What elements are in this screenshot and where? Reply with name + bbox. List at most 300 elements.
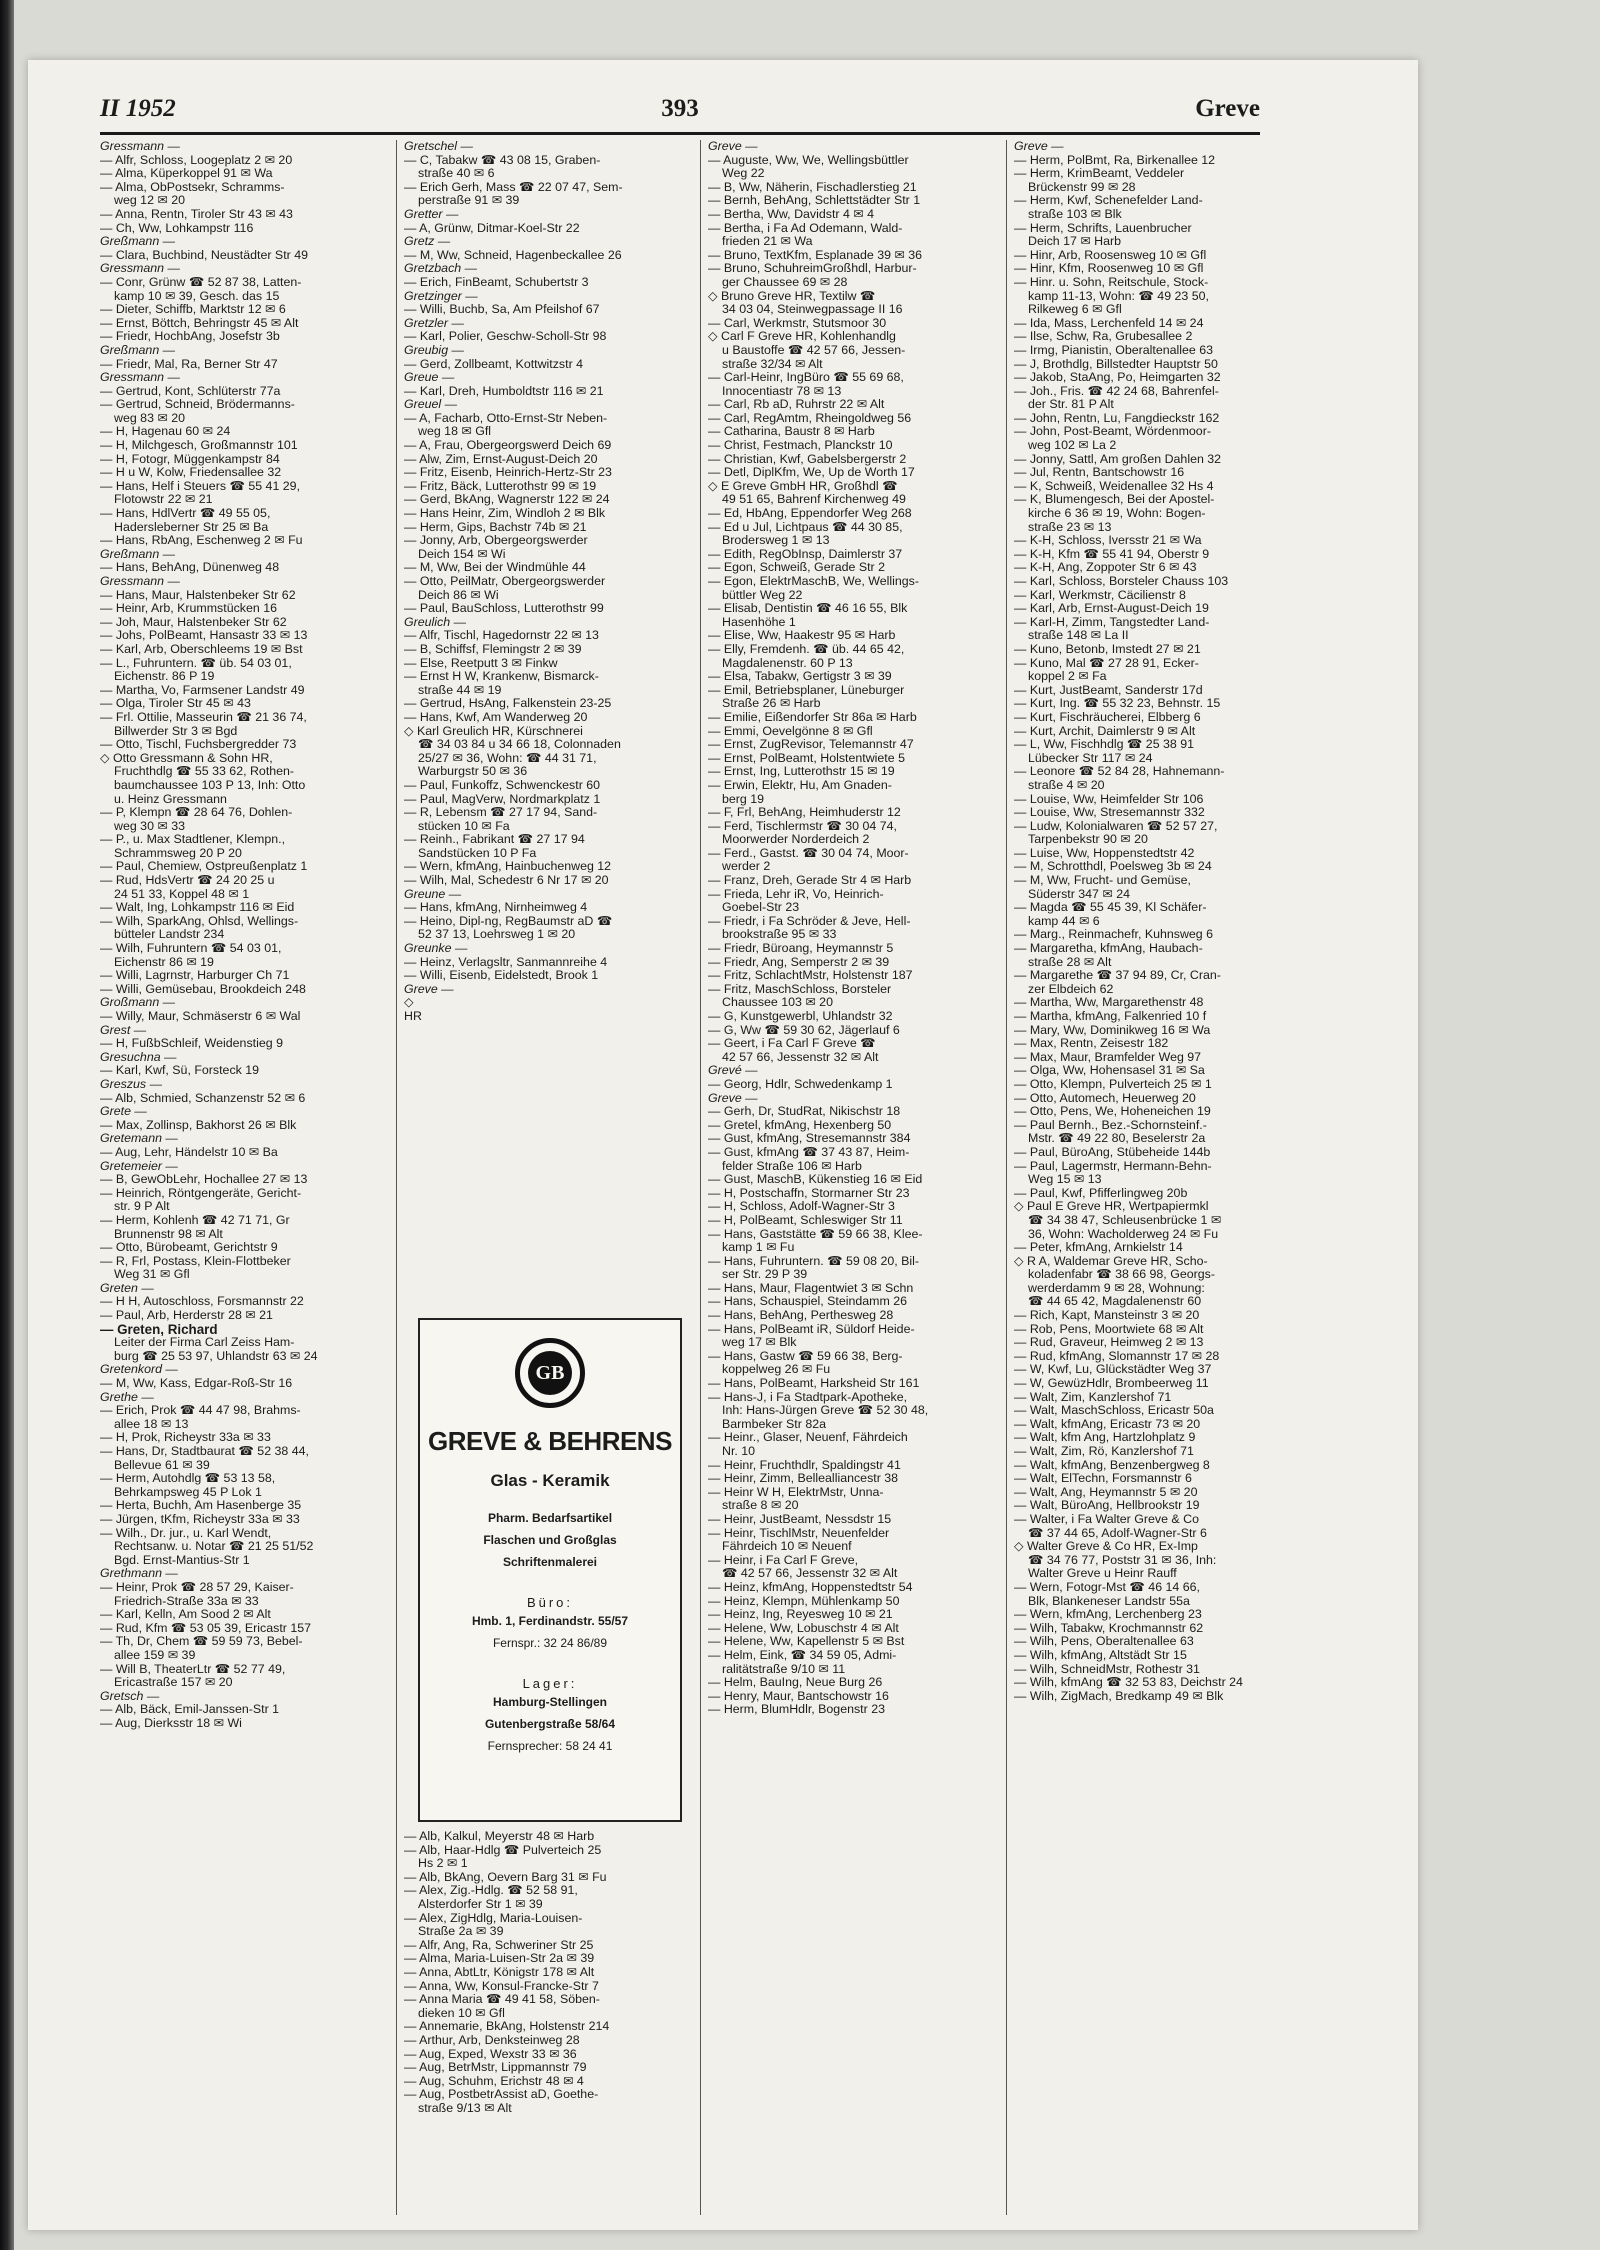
directory-entry: — Paul, Lagermstr, Hermann-Behn- — [1014, 1159, 1212, 1173]
ad-office-address: Hmb. 1, Ferdinandstr. 55/57 — [471, 1614, 629, 1628]
directory-entry: — Ed, HbAng, Eppendorfer Weg 268 — [708, 507, 912, 521]
directory-entry: — Irmg, Pianistin, Oberaltenallee 63 — [1014, 343, 1214, 357]
directory-entry: — Alw, Zim, Ernst-August-Deich 20 — [404, 452, 598, 466]
directory-entry: — C, Tabakw ☎ 43 08 15, Graben- — [404, 153, 601, 167]
directory-entry: — Fritz, MaschSchloss, Borsteler — [708, 982, 892, 996]
directory-entry: — Gertrud, Schneid, Brödermanns- — [100, 398, 295, 412]
directory-entry: — M, Ww, Kass, Edgar-Roß-Str 16 — [100, 1377, 293, 1391]
directory-entry: — Willi, Lagrnstr, Harburger Ch 71 — [100, 969, 290, 983]
directory-entry: — Hans-J, i Fa Stadtpark-Apotheke, — [708, 1390, 908, 1404]
directory-entry: — M, Ww, Schneid, Hagenbeckallee 26 — [404, 248, 622, 262]
directory-entry: — Hans, Fuhruntern. ☎ 59 08 20, Bil- — [708, 1254, 920, 1268]
directory-entry: — Egon, ElektrMaschB, We, Wellings- — [708, 575, 919, 588]
directory-entry: — Wilh, ZigMach, Bredkamp 49 ✉ Blk — [1014, 1689, 1224, 1703]
directory-entry: — Kurt, Fischräucherei, Elbberg 6 — [1014, 710, 1201, 724]
directory-entry: — Ernst, Ing, Lutterothstr 15 ✉ 19 — [708, 765, 895, 779]
surname-heading: Greve — — [708, 140, 758, 153]
directory-entry: — Gertrud, HsAng, Falkenstein 23-25 — [404, 697, 612, 711]
directory-entry: Inh: Hans-Jürgen Greve ☎ 52 30 48, — [722, 1404, 929, 1418]
directory-entry: — Carl-Heinr, IngBüro ☎ 55 69 68, — [708, 371, 904, 385]
directory-entry: — H u W, Kolw, Friedensallee 32 — [100, 466, 282, 480]
surname-heading: Gretschel — — [404, 140, 473, 153]
directory-entry: — Paul, BüroAng, Stübeheide 144b — [1014, 1145, 1211, 1159]
directory-entry: Deich 17 ✉ Harb — [1028, 235, 1122, 249]
directory-entry: koppel 2 ✉ Fa — [1028, 670, 1107, 684]
directory-entry: — Alma, Maria-Luisen-Str 2a ✉ 39 — [404, 1952, 595, 1966]
ad-store-address: Gutenbergstraße 58/64 — [484, 1717, 616, 1731]
directory-entry: — Gretel, kfmAng, Hexenberg 50 — [708, 1118, 892, 1132]
directory-entry: Friedrich-Straße 33a ✉ 33 — [114, 1594, 259, 1608]
directory-entry: — Frl. Ottilie, Masseurin ☎ 21 36 74, — [100, 710, 307, 724]
directory-entry: — Catharina, Baustr 8 ✉ Harb — [708, 425, 875, 439]
directory-entry: — Karl, Werkmstr, Cäcilienstr 8 — [1014, 588, 1186, 602]
directory-entry: — Hans, HdlVertr ☎ 49 55 05, — [100, 507, 271, 521]
directory-entry: — Otto, Tischl, Fuchsbergredder 73 — [100, 738, 297, 752]
directory-entry: — Ed u Jul, Lichtpaus ☎ 44 30 85, — [708, 520, 903, 534]
directory-entry: — Luise, Ww, Hoppenstedtstr 42 — [1014, 846, 1195, 860]
directory-entry: — H, Milchgesch, Großmannstr 101 — [100, 439, 298, 453]
directory-entry: — Kurt, Archit, Daimlerstr 9 ✉ Alt — [1014, 724, 1196, 738]
directory-entry: — Jonny, Sattl, Am großen Dahlen 32 — [1014, 452, 1222, 466]
directory-entry: — Gerd, Zollbeamt, Kottwitzstr 4 — [404, 357, 584, 371]
directory-entry: — K-H, Ang, Zoppoter Str 6 ✉ 43 — [1014, 561, 1197, 575]
directory-entry: — Karl, Arb, Oberschleems 19 ✉ Bst — [100, 642, 303, 656]
directory-entry: — Wern, Fotogr-Mst ☎ 46 14 66, — [1014, 1580, 1200, 1594]
directory-entry: — Carl, Werkmstr, Stutsmoor 30 — [708, 316, 887, 330]
directory-entry: — Paul, MagVerw, Nordmarkplatz 1 — [404, 792, 601, 806]
surname-heading: Gretemann — — [100, 1132, 178, 1146]
directory-entry: — Willi, Buchb, Sa, Am Pfeilshof 67 — [404, 303, 600, 317]
directory-entry: Fährdeich 10 ✉ Neuenf — [722, 1540, 852, 1554]
directory-entry: — Ilse, Schw, Ra, Grubesallee 2 — [1014, 330, 1193, 344]
directory-entry: ◇ Carl F Greve HR, Kohlenhandlg — [708, 330, 896, 344]
directory-entry: kirche 6 36 ✉ 19, Wohn: Bogen- — [1028, 507, 1206, 521]
directory-entry: Tarpenbekstr 90 ✉ 20 — [1028, 833, 1148, 847]
surname-heading: Gretsch — — [100, 1689, 160, 1703]
directory-entry: — Alb, BkAng, Oevern Barg 31 ✉ Fu — [404, 1870, 607, 1884]
directory-entry: 24 51 33, Koppel 48 ✉ 1 — [114, 887, 250, 901]
directory-entry: — Wilh, kfmAng ☎ 32 53 83, Deichstr 24 — [1014, 1676, 1243, 1690]
directory-entry: frieden 21 ✉ Wa — [722, 235, 813, 249]
directory-entry: — Bruno, TextKfm, Esplanade 39 ✉ 36 — [708, 248, 923, 262]
directory-entry: — Joh, Maur, Halstenbeker Str 62 — [100, 615, 287, 629]
directory-entry: — A, Grünw, Ditmar-Koel-Str 22 — [404, 221, 580, 235]
directory-entry: — Heinr, JustBeamt, Nessdstr 15 — [708, 1512, 892, 1526]
directory-entry: weg 12 ✉ 20 — [114, 194, 186, 208]
directory-entry: — Franz, Dreh, Gerade Str 4 ✉ Harb — [708, 874, 912, 888]
directory-entry: — Martha, Ww, Margarethenstr 48 — [1014, 996, 1204, 1010]
directory-entry: Deich 86 ✉ Wi — [418, 588, 499, 602]
directory-entry: — Hans, Dr, Stadtbaurat ☎ 52 38 44, — [100, 1445, 309, 1458]
directory-entry: Süderstr 347 ✉ 24 — [1028, 887, 1130, 901]
directory-entry: — Kurt, Ing. ☎ 55 32 23, Behnstr. 15 — [1014, 697, 1221, 711]
directory-entry: — Hans, Kwf, Am Wanderweg 20 — [404, 710, 588, 724]
directory-entry: Straße 2a ✉ 39 — [418, 1925, 504, 1939]
directory-entry: — Kuno, Betonb, Imstedt 27 ✉ 21 — [1014, 642, 1201, 656]
directory-entry: — Aug, Exped, Wexstr 33 ✉ 36 — [404, 2047, 577, 2061]
directory-entry: — Walt, kfmAng, Benzenbergweg 8 — [1014, 1458, 1210, 1472]
directory-entry: — Heinz, kfmAng, Hoppenstedtstr 54 — [708, 1580, 913, 1594]
directory-entry: Brunnenstr 98 ✉ Alt — [114, 1227, 223, 1241]
directory-entry: kamp 10 ✉ 39, Gesch. das 15 — [114, 289, 280, 303]
directory-entry: — Max, Maur, Bramfelder Weg 97 — [1014, 1050, 1202, 1064]
directory-entry: straße 44 ✉ 19 — [418, 683, 502, 697]
directory-entry: — Max, Rentn, Zeisestr 182 — [1014, 1037, 1169, 1051]
directory-entry: werder 2 — [722, 860, 771, 874]
directory-entry: — Wilh., Dr. jur., u. Karl Wendt, — [100, 1526, 272, 1540]
directory-entry: — Karl, Polier, Geschw-Scholl-Str 98 — [404, 330, 607, 344]
directory-entry: — John, Rentn, Lu, Fangdieckstr 162 — [1014, 411, 1220, 425]
ad-subtitle: Glas - Keramik — [490, 1471, 610, 1490]
directory-entry: ☎ 37 44 65, Adolf-Wagner-Str 6 — [1028, 1526, 1207, 1540]
directory-entry: — Marg., Reinmachefr, Kuhnsweg 6 — [1014, 928, 1214, 942]
greve-behrens-advertisement — [418, 1318, 682, 1822]
directory-entry: — Bruno, SchuhreimGroßhdl, Harbur- — [708, 262, 917, 276]
directory-entry: — Olga, Ww, Hohensasel 31 ✉ Sa — [1014, 1064, 1205, 1078]
directory-entry: — Alfr, Schloss, Loogeplatz 2 ✉ 20 — [100, 153, 293, 167]
directory-entry: — Louise, Ww, Heimfelder Str 106 — [1014, 792, 1204, 806]
directory-entry: berg 19 — [722, 792, 765, 806]
directory-entry: straße 23 ✉ 13 — [1028, 520, 1112, 534]
directory-entry: — Heinr, Fruchthdlr, Spaldingstr 41 — [708, 1458, 901, 1472]
directory-entry: — Hans, Gastw ☎ 59 66 38, Berg- — [708, 1349, 903, 1363]
directory-entry: — Willy, Maur, Schmäserstr 6 ✉ Wal — [100, 1010, 301, 1023]
directory-entry: — Ernst, Böttch, Behringstr 45 ✉ Alt — [100, 316, 299, 330]
directory-entry: — G, Ww ☎ 59 30 62, Jägerlauf 6 — [708, 1023, 900, 1037]
directory-entry: — Wilh, Pens, Oberaltenallee 63 — [1014, 1635, 1194, 1649]
directory-column-2-continued — [404, 1830, 694, 2220]
directory-entry: — Else, Reetputt 3 ✉ Finkw — [404, 656, 558, 670]
directory-column-3 — [708, 140, 998, 2220]
surname-heading: Grete — — [100, 1105, 147, 1119]
directory-entry: — R, Frl, Postass, Klein-Flottbeker — [100, 1254, 291, 1268]
company-logo — [515, 1338, 585, 1408]
page-number: 393 — [661, 95, 699, 122]
ad-office-label: Büro: — [526, 1595, 574, 1610]
directory-entry: — H, Schloss, Adolf-Wagner-Str 3 — [708, 1200, 895, 1214]
directory-entry: — Kurt, JustBeamt, Sanderstr 17d — [1014, 683, 1203, 697]
directory-entry: str. 9 P Alt — [114, 1200, 170, 1214]
directory-entry: — Heinrich, Röntgengeräte, Gericht- — [100, 1186, 302, 1200]
directory-entry: — Bertha, Ww, Davidstr 4 ✉ 4 — [708, 207, 875, 221]
directory-entry: — Heinr, i Fa Carl F Greve, — [708, 1553, 859, 1567]
directory-entry: — Herm, Kwf, Schenefelder Land- — [1014, 194, 1203, 208]
directory-entry: — Walt, ElTechn, Forsmannstr 6 — [1014, 1472, 1192, 1486]
directory-entry: Goebel-Str 23 — [722, 901, 800, 915]
directory-entry: — Leonore ☎ 52 84 28, Hahnemann- — [1014, 765, 1225, 779]
directory-entry: — Rob, Pens, Moortwiete 68 ✉ Alt — [1014, 1322, 1204, 1336]
surname-heading: Gretzinger — — [404, 289, 478, 303]
surname-heading: Greunke — — [404, 942, 468, 956]
directory-entry: — Arthur, Arb, Denksteinweg 28 — [404, 2033, 580, 2047]
directory-entry: — Karl, Kwf, Sü, Forsteck 19 — [100, 1064, 260, 1078]
directory-entry: Eichenstr 86 ✉ 19 — [114, 955, 214, 969]
logo-monogram: GB — [528, 1351, 572, 1395]
directory-entry: — R, Lebensm ☎ 27 17 94, Sand- — [404, 806, 598, 820]
directory-entry: weg 30 ✉ 33 — [114, 819, 186, 833]
directory-entry: — H, Fotogr, Müggenkampstr 84 — [100, 452, 280, 466]
directory-entry: Behrkampsweg 45 P Lok 1 — [114, 1485, 262, 1499]
surname-heading: Gretz — — [404, 235, 451, 249]
directory-entry: — Carl, RegAmtm, Rheingoldweg 56 — [708, 411, 912, 425]
directory-entry: — H, FußbSchleif, Weidenstieg 9 — [100, 1037, 283, 1051]
directory-entry: — Walt, MaschSchloss, Ericastr 50a — [1014, 1404, 1214, 1418]
directory-entry: — Herm, BlumHdlr, Bogenstr 23 — [708, 1703, 885, 1717]
directory-entry: — Herm, Kohlenh ☎ 42 71 71, Gr — [100, 1213, 290, 1227]
directory-entry: — Paul, Arb, Herderstr 28 ✉ 21 — [100, 1309, 273, 1323]
directory-entry: koladenfabr ☎ 38 66 98, Georgs- — [1028, 1268, 1215, 1282]
directory-entry: bütteler Landstr 234 — [114, 928, 225, 942]
directory-entry: — Herm, KrimBeamt, Veddeler — [1014, 167, 1185, 181]
directory-entry: — Hans, Helf i Steuers ☎ 55 41 29, — [100, 479, 301, 493]
directory-entry: weg 17 ✉ Blk — [722, 1336, 797, 1350]
directory-column-4 — [1014, 140, 1304, 2220]
directory-entry: — Gust, kfmAng, Stresemannstr 384 — [708, 1132, 911, 1146]
surname-heading: Greten — — [100, 1281, 154, 1295]
directory-entry: — Walt, kfm Ang, Hartzlohplatz 9 — [1014, 1431, 1196, 1445]
directory-entry: — Aug, Schuhm, Erichstr 48 ✉ 4 — [404, 2074, 584, 2088]
directory-entry: — Ernst, ZugRevisor, Telemannstr 47 — [708, 738, 914, 752]
directory-entry: felder Straße 106 ✉ Harb — [722, 1159, 862, 1173]
surname-heading: Großmann — — [100, 996, 176, 1010]
directory-entry: Hs 2 ✉ 1 — [418, 1857, 468, 1871]
directory-entry: — John, Post-Beamt, Wördenmoor- — [1014, 425, 1211, 439]
ad-office-phone: Fernspr.: 32 24 86/89 — [492, 1636, 608, 1650]
directory-entry: — Clara, Buchbind, Neustädter Str 49 — [100, 248, 308, 262]
surname-heading: Greszus — — [100, 1077, 162, 1091]
header-rule — [100, 132, 1260, 135]
directory-entry: — Paul, Funkoffz, Schwenckestr 60 — [404, 778, 601, 792]
directory-entry: Bgd. Ernst-Mantius-Str 1 — [114, 1553, 250, 1567]
directory-entry: Chaussee 103 ✉ 20 — [722, 996, 833, 1010]
directory-entry: — Hans, PolBeamt, Harksheid Str 161 — [708, 1377, 920, 1391]
directory-entry: — G, Kunstgewerbl, Uhlandstr 32 — [708, 1010, 893, 1023]
directory-entry: Nr. 10 — [722, 1445, 756, 1458]
directory-entry: ◇ Otto Gressmann & Sohn HR, — [100, 751, 273, 765]
directory-entry: Eichenstr. 86 P 19 — [114, 670, 215, 684]
directory-entry: — Alfr, Tischl, Hagedornstr 22 ✉ 13 — [404, 629, 599, 643]
directory-entry: — Willi, Gemüsebau, Brookdeich 248 — [100, 982, 306, 996]
directory-entry: — Walt, BüroAng, Hellbrookstr 19 — [1014, 1499, 1200, 1513]
directory-entry: ☎ 44 65 42, Magdalenenstr 60 — [1028, 1295, 1202, 1309]
directory-entry: — Hinr, Arb, Roosensweg 10 ✉ Gfl — [1014, 248, 1207, 262]
directory-entry: — Herta, Buchh, Am Hasenberge 35 — [100, 1499, 302, 1513]
directory-entry: — Max, Zollinsp, Bakhorst 26 ✉ Blk — [100, 1118, 297, 1132]
directory-entry: straße 103 ✉ Blk — [1028, 207, 1122, 221]
directory-entry: — Heinr., Glaser, Neuenf, Fährdeich — [708, 1431, 908, 1445]
directory-entry: — Wilh, kfmAng, Altstädt Str 15 — [1014, 1648, 1187, 1662]
directory-entry: — Herm, Gips, Bachstr 74b ✉ 21 — [404, 520, 587, 534]
directory-entry: — B, Ww, Näherin, Fischadlerstieg 21 — [708, 180, 917, 194]
directory-entry: — Paul, BauSchloss, Lutterothstr 99 — [404, 602, 604, 616]
directory-entry: — Rich, Kapt, Mansteinstr 3 ✉ 20 — [1014, 1309, 1200, 1323]
directory-entry: u. Heinz Gressmann — [114, 792, 227, 806]
directory-entry: weg 102 ✉ La 2 — [1028, 439, 1117, 453]
directory-entry: — Alfr, Ang, Ra, Schweriner Str 25 — [404, 1938, 594, 1952]
directory-entry: — Otto, Pens, We, Hoheneichen 19 — [1014, 1105, 1211, 1119]
page-running-head: Greve — [1195, 95, 1260, 122]
directory-entry: — Erwin, Elektr, Hu, Am Gnaden- — [708, 778, 892, 792]
directory-entry: — B, Schiffsf, Flemingstr 2 ✉ 39 — [404, 642, 582, 656]
directory-entry: Schrammsweg 20 P 20 — [114, 846, 242, 860]
directory-entry: — H, PolBeamt, Schleswiger Str 11 — [708, 1213, 903, 1227]
surname-heading: Gressmann — — [100, 140, 180, 153]
surname-heading: Greßmann — — [100, 343, 176, 357]
directory-entry: — Emilie, Eißendorfer Str 86a ✉ Harb — [708, 710, 917, 724]
directory-entry: — J, Brothdlg, Billstedter Hauptstr 50 — [1014, 357, 1218, 371]
directory-entry: — Fritz, SchlachtMstr, Holstenstr 187 — [708, 969, 913, 983]
directory-entry: — Hans, PolBeamt iR, Süldorf Heide- — [708, 1322, 915, 1336]
directory-entry: — Walt, Ang, Heymannstr 5 ✉ 20 — [1014, 1485, 1198, 1499]
directory-entry: — Karl, Arb, Ernst-August-Deich 19 — [1014, 602, 1209, 616]
directory-entry: — Helene, Ww, Lobuschstr 4 ✉ Alt — [708, 1621, 899, 1635]
directory-entry: — Alb, Bäck, Emil-Janssen-Str 1 — [100, 1703, 280, 1717]
directory-entry: — Wern, kfmAng, Hainbuchenweg 12 — [404, 860, 612, 874]
directory-entry: — Magda ☎ 55 45 39, Kl Schäfer- — [1014, 901, 1207, 915]
directory-entry: — Otto, Klempn, Pulverteich 25 ✉ 1 — [1014, 1077, 1212, 1091]
directory-entry: — Hans, BehAng, Dünenweg 48 — [100, 561, 280, 575]
directory-entry: ser Str. 29 P 39 — [722, 1268, 808, 1282]
surname-heading: Greßmann — — [100, 547, 176, 561]
directory-entry: allee 18 ✉ 13 — [114, 1417, 189, 1431]
directory-entry: — Th, Dr, Chem ☎ 59 59 73, Bebel- — [100, 1635, 303, 1649]
directory-entry: — Erich Gerh, Mass ☎ 22 07 47, Sem- — [404, 180, 623, 194]
directory-entry: — Wilh, Mal, Schedestr 6 Nr 17 ✉ 20 — [404, 874, 609, 888]
directory-entry: — Kuno, Mal ☎ 27 28 91, Ecker- — [1014, 656, 1199, 670]
directory-entry: ◇ Karl Greulich HR, Kürschnerei — [404, 724, 583, 738]
page-header — [100, 95, 1260, 131]
directory-entry: — Conr, Grünw ☎ 52 87 38, Latten- — [100, 275, 302, 289]
directory-entry: Fruchthdlg ☎ 55 33 62, Rothen- — [114, 765, 295, 779]
directory-entry: Straße 26 ✉ Harb — [722, 697, 821, 711]
surname-heading: Greuel — — [404, 398, 458, 412]
directory-entry: — Ernst H W, Krankenw, Bismarck- — [404, 670, 599, 684]
directory-entry: — Detl, DiplKfm, We, Up de Worth 17 — [708, 466, 915, 480]
directory-entry: — Paul, Kwf, Pfifferlingweg 20b — [1014, 1186, 1188, 1200]
directory-entry: — A, Facharb, Otto-Ernst-Str Neben- — [404, 411, 608, 425]
ad-store-phone: Fernsprecher: 58 24 41 — [487, 1739, 613, 1753]
surname-heading: Greve — — [404, 982, 454, 996]
surname-heading: Greubig — — [404, 343, 464, 357]
directory-entry: — Edith, RegObInsp, Daimlerstr 37 — [708, 547, 903, 561]
surname-heading: Greve — — [708, 1091, 758, 1105]
surname-heading: Gressmann — — [100, 262, 180, 276]
directory-entry: — K, Blumengesch, Bei der Apostel- — [1014, 493, 1215, 507]
directory-entry: — Will B, TheaterLtr ☎ 52 77 49, — [100, 1662, 286, 1676]
page-volume-year: II 1952 — [100, 95, 176, 122]
directory-entry: Leiter der Firma Carl Zeiss Ham- — [114, 1336, 295, 1350]
surname-heading: Greve — — [1014, 140, 1064, 153]
directory-entry: perstraße 91 ✉ 39 — [418, 194, 520, 208]
directory-entry: — Alb, Haar-Hdlg ☎ Pulverteich 25 — [404, 1843, 602, 1857]
surname-heading: Grethmann — — [100, 1567, 178, 1581]
directory-entry: Rechtsanw. u. Notar ☎ 21 25 51/52 — [114, 1540, 314, 1554]
directory-entry: — B, GewObLehr, Hochallee 27 ✉ 13 — [100, 1173, 308, 1187]
directory-entry: — K-H, Schloss, Iversstr 21 ✉ Wa — [1014, 534, 1202, 548]
directory-entry: straße 4 ✉ 20 — [1028, 778, 1105, 792]
directory-entry: — Jakob, StaAng, Po, Heimgarten 32 — [1014, 371, 1221, 385]
directory-column-1 — [100, 140, 390, 2220]
surname-heading: Gretemeier — — [100, 1159, 178, 1173]
directory-entry: — Friedr, Mal, Ra, Berner Str 47 — [100, 357, 278, 371]
directory-entry: Bellevue 61 ✉ 39 — [114, 1458, 210, 1472]
directory-entry: — Gust, MaschB, Kükenstieg 16 ✉ Eid — [708, 1173, 923, 1187]
directory-entry: — Wern, kfmAng, Lerchenberg 23 — [1014, 1608, 1202, 1622]
directory-entry: Hasenhöhe 1 — [722, 615, 796, 629]
directory-entry: ☎ 34 03 84 u 34 66 18, Colonnaden — [418, 738, 621, 752]
directory-entry: — Karl, Kelln, Am Sood 2 ✉ Alt — [100, 1608, 271, 1622]
directory-entry: — Otto, Automech, Heuerweg 20 — [1014, 1091, 1196, 1105]
directory-entry: — Walt, Zim, Rö, Kanzlershof 71 — [1014, 1445, 1194, 1458]
directory-entry: — Gertrud, Kont, Schlüterstr 77a — [100, 384, 281, 398]
directory-entry: — Karl-H, Zimm, Tangstedter Land- — [1014, 615, 1210, 629]
directory-entry: ◇ Paul E Greve HR, Wertpapiermkl — [1014, 1200, 1209, 1214]
directory-entry: — Otto, PeilMatr, Obergeorgswerder — [404, 575, 606, 588]
directory-entry: Magdalenenstr. 60 P 13 — [722, 656, 853, 670]
directory-entry: — Wilh, Fuhruntern ☎ 54 03 01, — [100, 942, 282, 956]
directory-entry: straße 32/34 ✉ Alt — [722, 357, 823, 371]
directory-entry: — Fritz, Eisenb, Heinrich-Hertz-Str 23 — [404, 466, 612, 480]
directory-entry: — M, Ww, Bei der Windmühle 44 — [404, 561, 586, 575]
directory-entry: — Erich, FinBeamt, Schubertstr 3 — [404, 275, 589, 289]
directory-entry: — L, Ww, Fischhdlg ☎ 25 38 91 — [1014, 738, 1195, 752]
directory-entry: ◇ E Greve GmbH HR, Großhdl ☎ — [708, 479, 898, 493]
surname-heading: Gretzler — — [404, 316, 464, 330]
directory-entry: Alsterdorfer Str 1 ✉ 39 — [418, 1897, 543, 1911]
directory-entry: — Frieda, Lehr iR, Vo, Heinrich- — [708, 887, 884, 901]
directory-entry: — Walt, Zim, Kanzlershof 71 — [1014, 1390, 1172, 1404]
directory-entry: — Joh., Fris. ☎ 42 24 68, Bahrenfel- — [1014, 384, 1219, 398]
directory-entry: — Paul, Chemiew, Ostpreußenplatz 1 — [100, 860, 308, 874]
directory-entry: — H, Hagenau 60 ✉ 24 — [100, 425, 231, 439]
directory-entry: — Georg, Hdlr, Schwedenkamp 1 — [708, 1077, 893, 1091]
directory-entry: — P, Klempn ☎ 28 64 76, Dohlen- — [100, 806, 293, 820]
surname-heading: Grethe — — [100, 1390, 154, 1404]
directory-entry: Hadersleberner Str 25 ✉ Ba — [114, 520, 269, 534]
directory-entry: — Ferd, Tischlermstr ☎ 30 04 74, — [708, 819, 897, 833]
directory-entry: — Alex, Zig.-Hdlg. ☎ 52 58 91, — [404, 1884, 578, 1898]
directory-entry: — Rud, kfmAng, Slomannstr 17 ✉ 28 — [1014, 1349, 1220, 1363]
directory-entry: straße 9/13 ✉ Alt — [418, 2101, 512, 2115]
surname-heading: Greßmann — — [100, 235, 176, 249]
directory-entry: ◇ — [404, 996, 414, 1010]
directory-entry: — Walter, i Fa Walter Greve & Co — [1014, 1512, 1199, 1526]
directory-entry: — Wilh, SparkAng, Ohlsd, Wellings- — [100, 914, 299, 928]
directory-entry: straße 8 ✉ 20 — [722, 1499, 799, 1513]
directory-entry: — Walt, kfmAng, Ericastr 73 ✉ 20 — [1014, 1417, 1201, 1431]
directory-entry: — Alb, Kalkul, Meyerstr 48 ✉ Harb — [404, 1830, 595, 1843]
directory-entry: — Alma, Küperkoppel 91 ✉ Wa — [100, 167, 273, 181]
directory-entry: — Hans, BehAng, Perthesweg 28 — [708, 1309, 894, 1323]
directory-entry: koppelweg 26 ✉ Fu — [722, 1363, 831, 1377]
directory-entry: — W, GewüzHdlr, Brombeerweg 11 — [1014, 1377, 1209, 1391]
directory-entry: kamp 11-13, Wohn: ☎ 49 23 50, — [1028, 289, 1209, 303]
directory-entry: — Mary, Ww, Dominikweg 16 ✉ Wa — [1014, 1023, 1211, 1037]
directory-entry: — Heinz, Ing, Reyesweg 10 ✉ 21 — [708, 1608, 893, 1622]
directory-entry: — Reinh., Fabrikant ☎ 27 17 94 — [404, 833, 585, 847]
directory-entry: — Hinr. u. Sohn, Reitschule, Stock- — [1014, 275, 1209, 289]
directory-entry: — Rud, HdsVertr ☎ 24 20 25 u — [100, 874, 275, 888]
ad-product-line: Pharm. Bedarfsartikel — [487, 1511, 613, 1525]
surname-heading: Greune — — [404, 887, 462, 901]
directory-entry: — Johs, PolBeamt, Hansastr 33 ✉ 13 — [100, 629, 308, 643]
directory-entry: — Rud, Graveur, Heimweg 2 ✉ 13 — [1014, 1336, 1204, 1350]
directory-entry: — Willi, Eisenb, Eidelstedt, Brook 1 — [404, 969, 599, 983]
directory-entry: — Anna, Rentn, Tiroler Str 43 ✉ 43 — [100, 207, 293, 221]
directory-entry: — Emil, Betriebsplaner, Lüneburger — [708, 683, 905, 697]
directory-entry: ☎ 34 76 77, Poststr 31 ✉ 36, Inh: — [1028, 1553, 1217, 1567]
directory-entry: — Gust, kfmAng ☎ 37 43 87, Heim- — [708, 1145, 910, 1159]
